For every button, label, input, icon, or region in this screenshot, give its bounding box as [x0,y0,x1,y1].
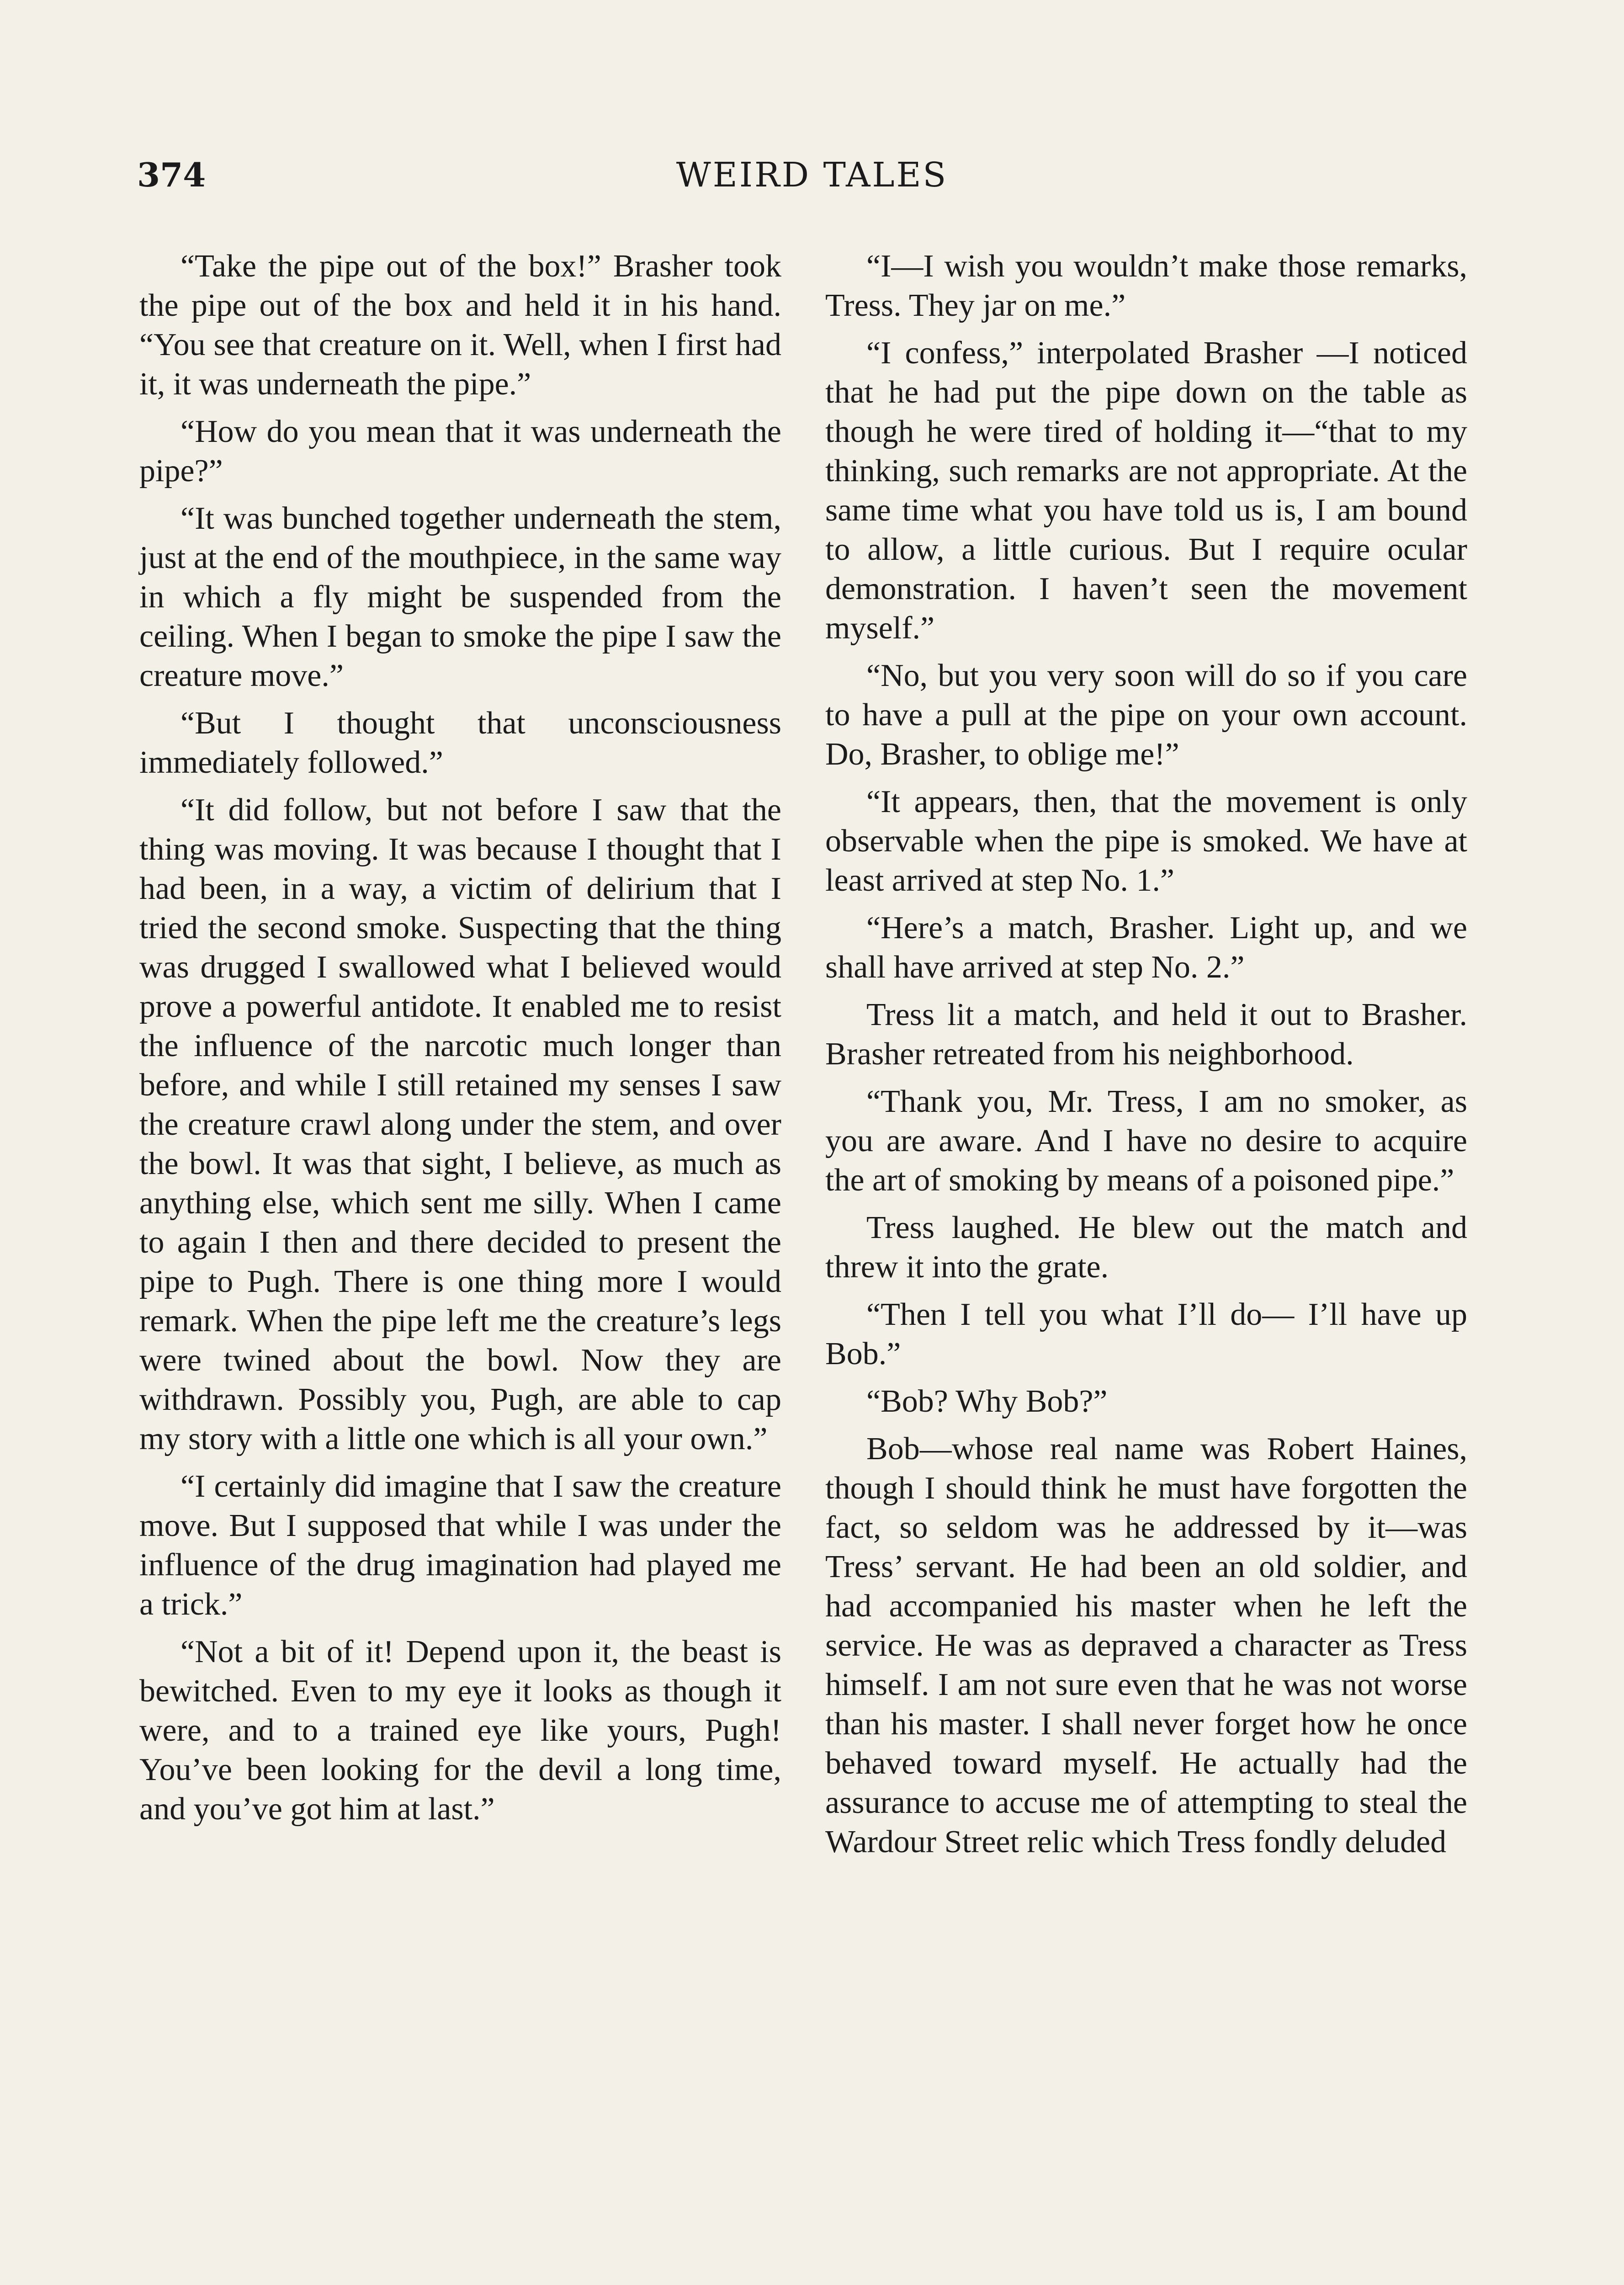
paragraph: “Then I tell you what I’ll do— I’ll have up Bob.” [825,1297,1467,1371]
paragraph: “Thank you, Mr. Tress, I am no smoker, as you are aware. And I have no desire to acquire the art of smoking by means of a poisoned pipe.” [825,1084,1467,1198]
paragraph: “I confess,” interpolated Brasher —I noticed that he had put the pipe down on the table as though he were tired of holding it—“that to my thinking, such remarks are not appropriate. At the same time what you have told us is, I am bound to allow, a little curious. But I require ocular demonstration. I haven’t seen the movement myself.” [825,335,1467,646]
page-number: 374 [137,155,206,194]
paragraph: Tress lit a match, and held it out to Brasher. Brasher retreated from his neighborhood. [825,997,1467,1072]
paragraph: Tress laughed. He blew out the match and threw it into the grate. [825,1210,1467,1285]
paragraph: “I—I wish you wouldn’t make those remarks, Tress. They jar on me.” [825,249,1467,323]
left-column [139,247,781,1837]
paragraph: “Take the pipe out of the box!” Brasher took the pipe out of the box and held it in his hand. “You see that creature on it. Well, when I first had it, it was underneath the pipe.” [139,249,781,402]
paragraph: “How do you mean that it was underneath the pipe?” [139,414,781,489]
paragraph: “Here’s a match, Brasher. Light up, and we shall have arrived at step No. 2.” [825,910,1467,985]
paragraph: “It was bunched together underneath the stem, just at the end of the mouthpiece, in the same way in which a fly might be suspended from the ceiling. When I began to smoke the pipe I saw the creature move.” [139,501,781,693]
running-head: WEIRD TALES [676,155,948,195]
paragraph: “Not a bit of it! Depend upon it, the beast is bewitched. Even to my eye it looks as though it were, and to a trained eye like yours, Pugh! You’ve been looking for the devil a long time, and you’ve got him at last.” [139,1634,781,1827]
paragraph: Bob—whose real name was Robert Haines, though I should think he must have forgotten the fact, so seldom was he addressed by it—was Tress’ servant. He had been an old soldier, and had accompanied his master when he left the service. He was as depraved a character as Tress himself. I am not sure even that he was not worse than his master. I shall never forget how he once behaved toward myself. He actually had the assurance to accuse me of attempting to steal the Wardour Street relic which Tress fondly deluded [825,1431,1467,1860]
paragraph: “Bob? Why Bob?” [866,1384,1108,1419]
paragraph: “I certainly did imagine that I saw the creature move. But I supposed that while I was under the influence of the drug imagination had played me a trick.” [139,1469,781,1622]
right-column [825,247,1467,1870]
paragraph: “It did follow, but not before I saw that the thing was moving. It was because I thought that I had been, in a way, a victim of delirium that I tried the second smoke. Suspecting that the thing was drugged I swallowed what I believed would prove a powerful antidote. It enabled me to resist the influence of the narcotic much longer than before, and while I still retained my senses I saw the creature crawl along under the stem, and over the bowl. It was that sight, I believe, as much as anything else, which sent me silly. When I came to again I then and there decided to present the pipe to Pugh. There is one thing more I would remark. When the pipe left me the creature’s legs were twined about the bowl. Now they are withdrawn. Possibly you, Pugh, are able to cap my story with a little one which is all your own.” [139,792,781,1456]
paragraph: “It appears, then, that the movement is only observable when the pipe is smoked. We have at least arrived at step No. 1.” [825,784,1467,898]
paragraph: “But I thought that unconsciousness immediately followed.” [139,706,781,780]
paragraph: “No, but you very soon will do so if you care to have a pull at the pipe on your own account. Do, Brasher, to oblige me!” [825,658,1467,772]
